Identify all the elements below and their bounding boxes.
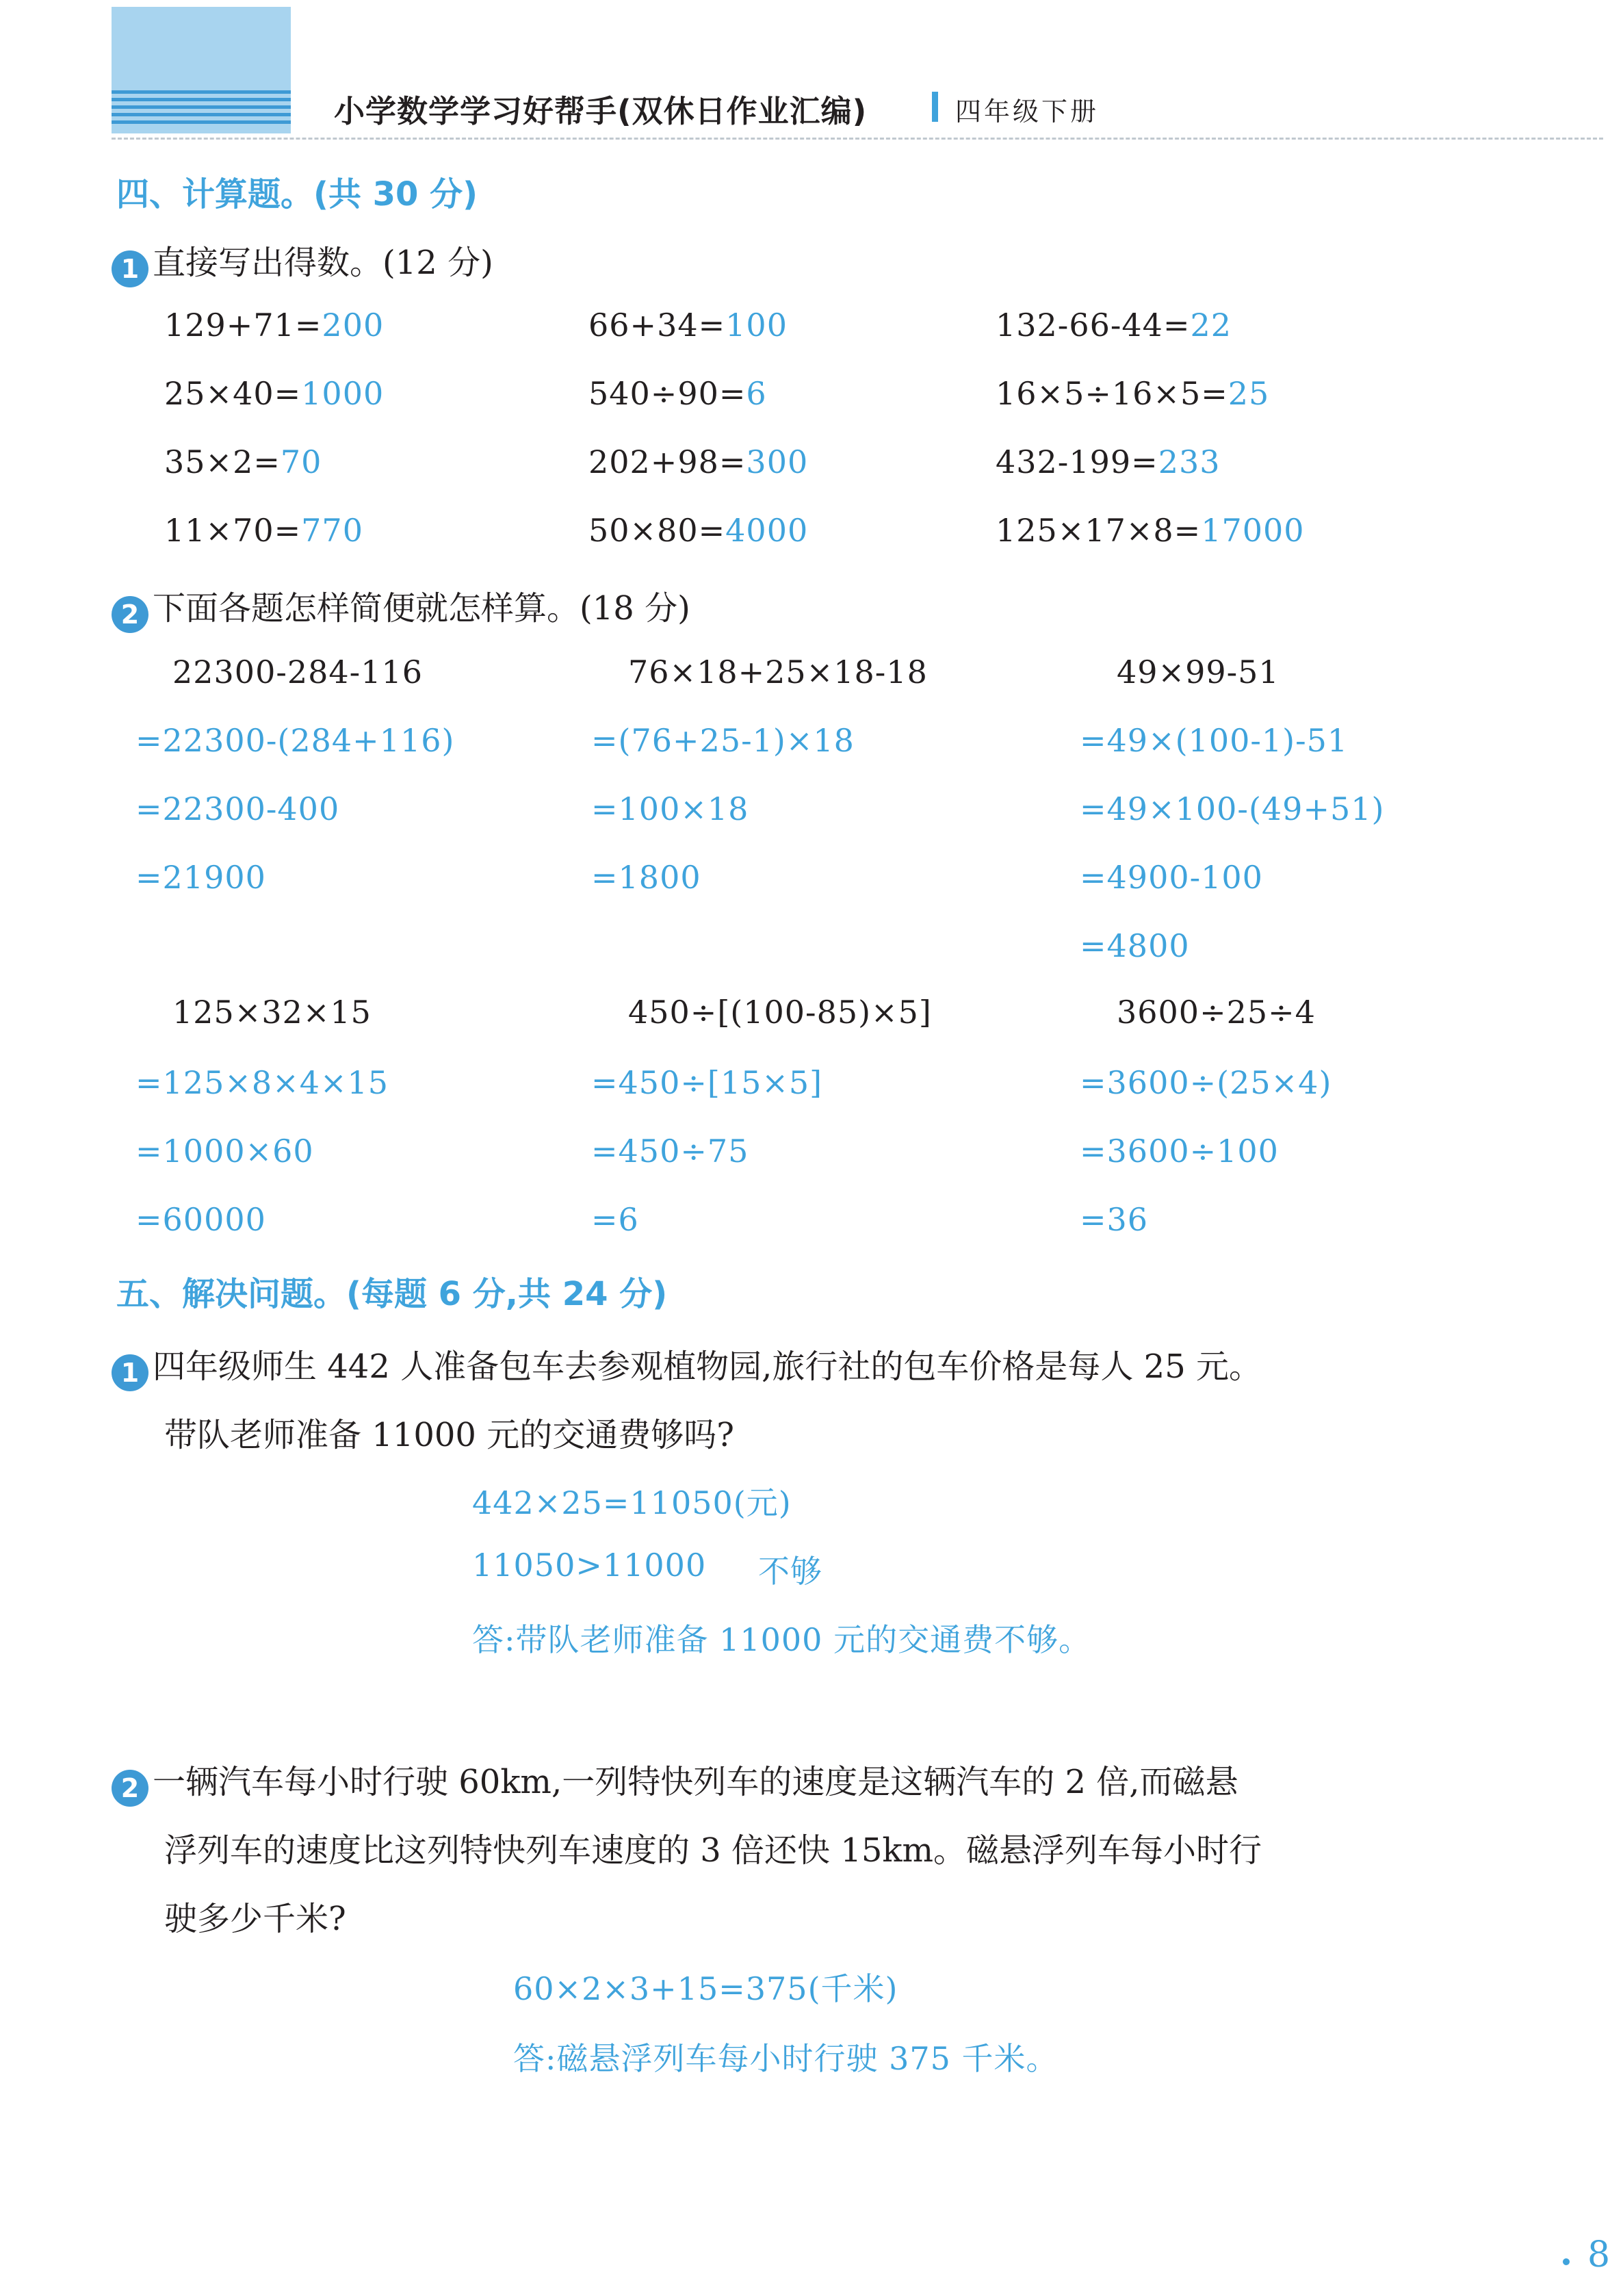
calc-item [588,512,808,549]
s4-q2-prompt [112,582,690,633]
calc-expr: 129+71= [164,307,322,344]
simplify-step: =(76+25-1)×18 [591,722,855,759]
simplify-step: =1800 [591,859,701,896]
calc-answer: 300 [746,443,809,480]
calc-item [996,512,1305,549]
question-number-badge: 1 [112,1354,148,1391]
simplify-step: =1000×60 [135,1133,314,1170]
simplify-step: =3600÷(25×4) [1080,1064,1332,1101]
calc-answer: 100 [725,307,788,344]
simplify-step: =36 [1080,1201,1149,1238]
s5-q1-solution-conclusion: 不够 [758,1553,822,1590]
simplify-step: =49×(100-1)-51 [1080,722,1349,759]
grade-label: 四年级下册 [955,96,1100,127]
calc-item [164,443,322,480]
simplify-step: =60000 [135,1201,266,1238]
simplify-step: =6 [591,1201,639,1238]
calc-item [588,375,767,412]
calc-item [588,307,788,344]
s5-q2-prompt [112,1755,1238,1807]
simplify-step: =3600÷100 [1080,1133,1279,1170]
calc-item [996,307,1232,344]
s5-q1-text-line1: 四年级师生 442 人准备包车去参观植物园,旅行社的包车价格是每人 25 元。 [153,1347,1262,1386]
simplify-expr: 22300-284-116 [172,654,424,691]
calc-expr: 16×5÷16×5= [996,375,1228,412]
calc-answer: 22 [1190,307,1232,344]
calc-expr: 432-199= [996,443,1158,480]
question-number-badge: 2 [112,596,148,633]
calc-expr: 540÷90= [588,375,746,412]
question-number-badge: 2 [112,1770,148,1807]
s5-q2-text-line1: 一辆汽车每小时行驶 60km,一列特快列车的速度是这辆汽车的 2 倍,而磁悬 [153,1763,1238,1801]
calc-item [164,375,384,412]
simplify-step: =4900-100 [1080,859,1263,896]
calc-expr: 132-66-44= [996,307,1191,344]
simplify-step: =49×100-(49+51) [1080,790,1385,827]
simplify-expr: 76×18+25×18-18 [628,654,928,691]
s4-q2-text: 下面各题怎样简便就怎样算。(18 分) [153,589,690,628]
header-stripes [112,90,291,130]
calc-expr: 25×40= [164,375,302,412]
s5-q2-text-line3: 驶多少千米? [164,1900,346,1938]
simplify-step: =100×18 [591,790,749,827]
calc-expr: 66+34= [588,307,726,344]
header-dashed-rule [112,138,1603,140]
calc-item [588,443,808,480]
calc-expr: 125×17×8= [996,512,1202,549]
calc-answer: 70 [280,443,322,480]
section-4-title: 四、计算题。(共 30 分) [116,175,478,214]
calc-expr: 202+98= [588,443,746,480]
calc-answer: 6 [746,375,767,412]
calc-answer: 4000 [725,512,809,549]
simplify-step: =4800 [1080,927,1190,964]
book-title: 小学数学学习好帮手(双休日作业汇编) [334,93,868,129]
page-number: 8 [1587,2234,1610,2275]
page-dot [1563,2258,1570,2265]
calc-item [996,443,1221,480]
calc-answer: 200 [322,307,385,344]
s4-q1-text: 直接写出得数。(12 分) [153,244,493,282]
s5-q2-answer: 答:磁悬浮列车每小时行驶 375 千米。 [513,2040,1059,2077]
calc-answer: 1000 [301,375,385,412]
calc-item [164,307,384,344]
simplify-expr: 125×32×15 [172,994,372,1031]
s5-q2-solution-step: 60×2×3+15=375(千米) [513,1970,898,2007]
calc-answer: 770 [301,512,363,549]
question-number-badge: 1 [112,250,148,287]
section-5-title: 五、解决问题。(每题 6 分,共 24 分) [116,1275,668,1313]
calc-expr: 11×70= [164,512,302,549]
simplify-expr: 450÷[(100-85)×5] [628,994,932,1031]
s5-q1-text-line2: 带队老师准备 11000 元的交通费够吗? [164,1416,734,1454]
calc-answer: 233 [1158,443,1221,480]
s4-q1-prompt [112,236,493,287]
calc-answer: 25 [1228,375,1270,412]
simplify-expr: 3600÷25÷4 [1117,994,1316,1031]
simplify-expr: 49×99-51 [1117,654,1280,691]
calc-expr: 50×80= [588,512,726,549]
header-divider-bar [932,92,938,122]
calc-expr: 35×2= [164,443,281,480]
calc-item [164,512,363,549]
s5-q1-solution-step: 442×25=11050(元) [472,1484,792,1521]
s5-q1-answer: 答:带队老师准备 11000 元的交通费不够。 [472,1621,1091,1658]
simplify-step: =21900 [135,859,266,896]
simplify-step: =450÷[15×5] [591,1064,823,1101]
simplify-step: =125×8×4×15 [135,1064,389,1101]
s5-q1-solution-step: 11050>11000 [472,1547,707,1584]
simplify-step: =22300-(284+116) [135,722,455,759]
s5-q2-text-line2: 浮列车的速度比这列特快列车速度的 3 倍还快 15km。磁悬浮列车每小时行 [164,1831,1262,1870]
calc-answer: 17000 [1201,512,1305,549]
simplify-step: =450÷75 [591,1133,749,1170]
simplify-step: =22300-400 [135,790,340,827]
calc-item [996,375,1269,412]
s5-q1-prompt [112,1340,1262,1391]
